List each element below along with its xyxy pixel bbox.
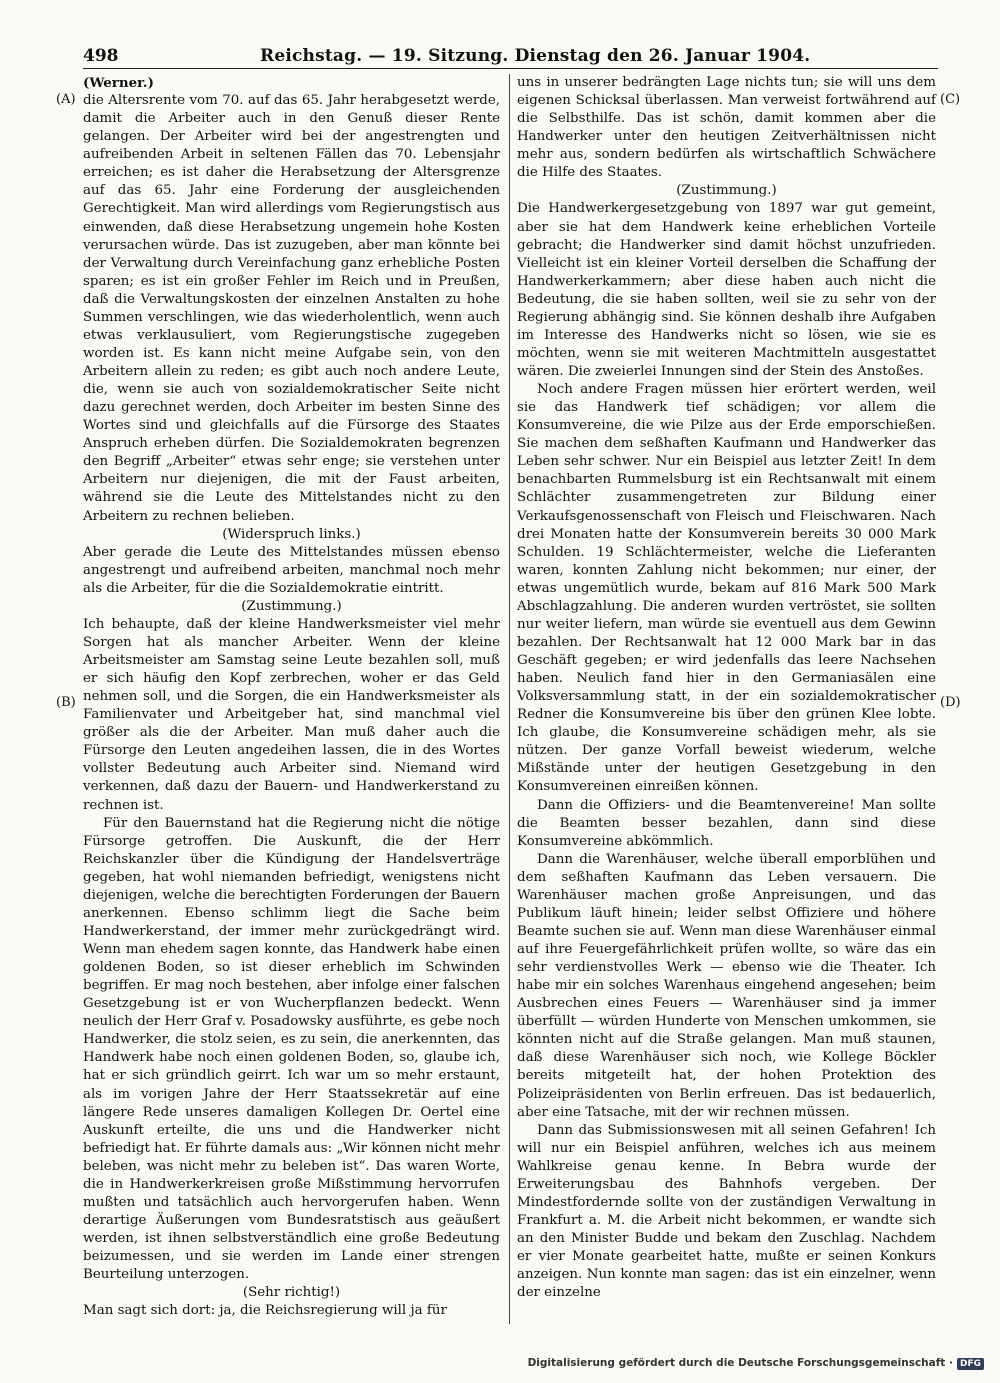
right-column xyxy=(517,74,936,1302)
page-number: 498 xyxy=(83,46,119,66)
paragraph: Aber gerade die Leute des Mittelstandes müssen ebenso angestrengt und aufreibend arbeiten, manchmal noch mehr als die Arbeiter, für die die Sozialdemokratie eintritt. xyxy=(83,544,500,596)
left-column xyxy=(83,74,500,1320)
paragraph: Dann die Offiziers- und die Beamtenvereine! Man sollte die Beamten besser bezahlen, dann sind diese Konsumvereine abkömmlich. xyxy=(517,797,936,849)
paragraph: die Altersrente vom 70. auf das 65. Jahr herabgesetzt werde, damit die Arbeiter auch in den Genuß dieser Rente gelangen. Der Arbeiter wird bei der angestrengten und aufreibenden Arbeit in seltenen Fällen das 70. Lebensjahr erreichen; es ist daher die Herabsetzung der Altersgrenze auf das 65. Jahr eine Forderung der ausgleichenden Gerechtigkeit. Man wird allerdings vom Regierungstisch aus einwenden, daß diese Herabsetzung ungemein hohe Kosten verursachen würde. Das ist zuzugeben, aber man könnte bei der Verwaltung durch Vereinfachung ganz erhebliche Posten sparen; es ist ein großer Fehler im Reich und in Preußen, daß die Verwaltungskosten der einzelnen Anstalten zu hohe Summen verschlingen, wie das wiederholentlich, wenn auch etwas verklausuliert, vom Regierungstische zugegeben worden ist. Es kann nicht meine Aufgabe sein, von den Arbeitern allein zu reden; es gibt auch noch andere Leute, die, wenn sie auch von sozialdemokratischer Seite nicht dazu gerechnet werden, doch Arbeiter im besten Sinne des Wortes sind und gleichfalls auf die Fürsorge des Staates Anspruch erheben dürfen. Die Sozialdemokraten begrenzen den Begriff „Arbeiter“ etwas sehr enge; sie verstehen unter Arbeitern nur diejenigen, die mit der Faust arbeiten, während sie die Leute des Mittelstandes nicht zu den Arbeitern zu rechnen belieben. xyxy=(83,93,500,524)
paragraph: Die Handwerkergesetzgebung von 1897 war gut gemeint, aber sie hat dem Handwerk keine erheblichen Vorteile gebracht; die Handwerker sind damit höchst unzufrieden. Vielleicht ist ein kleiner Vorteil derselben die Schaffung der Handwerkerkammern; aber diese haben auch nicht die Bedeutung, die sie haben sollten, weil sie zu sehr von der Regierung abhängig sind. Sie können deshalb ihre Aufgaben im Interesse des Handwerks nicht so lösen, wie sie es möchten, wenn sie mit weiteren Machtmitteln ausgestattet wären. Die zweierlei Innungen sind der Stein des Anstoßes. xyxy=(517,201,936,379)
footer-text: Digitalisierung gefördert durch die Deutsche Forschungsgemeinschaft · xyxy=(527,1357,953,1369)
interjection: (Widerspruch links.) xyxy=(222,526,361,542)
speaker-name: (Werner.) xyxy=(83,75,154,91)
running-head: Reichstag. — 19. Sitzung. Dienstag den 26. Januar 1904. xyxy=(260,46,811,66)
interjection: (Zustimmung.) xyxy=(241,598,342,614)
column-divider xyxy=(509,74,510,1324)
dfg-logo: DFG xyxy=(957,1358,984,1370)
interjection: (Sehr richtig!) xyxy=(242,1285,341,1301)
margin-marker-b: (B) xyxy=(56,695,76,710)
paragraph: uns in unserer bedrängten Lage nichts tun; sie will uns dem eigenen Schicksal überlassen. Man verweist fortwährend auf die Selbsthilfe. Das ist schön, damit kommen aber die Handwerker unter den heutigen Zeitverhältnissen nicht mehr aus, sondern bedürfen als wirtschaftlich Schwächere die Hilfe des Staates. xyxy=(517,75,936,181)
interjection: (Zustimmung.) xyxy=(676,183,777,199)
margin-marker-c: (C) xyxy=(940,92,961,107)
paragraph: Ich behaupte, daß der kleine Handwerksmeister viel mehr Sorgen hat als mancher Arbeiter. Wenn der kleine Arbeitsmeister am Samstag seine Leute bezahlen soll, muß er sich häufig den Kopf zerbrechen, woher er das Geld nehmen soll, und die Sorgen, die ein Handwerksmeister als Familienvater und Arbeitgeber hat, sind manchmal viel größer als die der Arbeiter. Man muß daher auch die Fürsorge den Leuten angedeihen lassen, die in des Wortes vollster Bedeutung auch Arbeiter sind. Niemand wird verkennen, daß dazu der Bauern- und Handwerkerstand zu rechnen ist. xyxy=(83,616,500,813)
margin-marker-a: (A) xyxy=(56,92,76,107)
paragraph: Noch andere Fragen müssen hier erörtert werden, weil sie das Handwerk tief schädigen; vor allem die Konsumvereine, die wie Pilze aus der Erde emporschießen. Sie machen dem seßhaften Kaufmann und Handwerker das Leben sehr schwer. Nur ein Beispiel aus letzter Zeit! In dem benachbarten Rummelsburg ist ein Rechtsanwalt mit einem Schlächter zusammengetreten zur Bildung einer Verkaufsgenossenschaft von Fleisch und Fleischwaren. Nach drei Monaten hatte der Konsumverein bereits 30 000 Mark Schulden. 19 Schlächtermeister, welche die Lieferanten waren, konnten Zahlung nicht bekommen; nur einer, der etwas ungemütlich wurde, bekam auf 816 Mark 500 Mark Abschlagzahlung. Die anderen wurden vertröstet, sie sollten nur weiter liefern, man würde sie eventuell aus dem Gewinn bezahlen. Der Rechtsanwalt hat 12 000 Mark bar in das Geschäft gegeben; er wird jedenfalls das leere Nachsehen haben. Neulich fand hier in den Germaniasälen eine Volksversammlung statt, in der ein sozialdemokratischer Redner die Konsumvereine bis über den grünen Klee lobte. Ich glaube, die Konsumvereine schädigen mehr, als sie nützen. Der ganze Vorfall beweist wiederum, welche Mißstände unter der heutigen Gesetzgebung in den Konsumvereinen einreißen können. xyxy=(517,382,936,795)
footer-credit xyxy=(528,1357,984,1370)
header-rule xyxy=(83,68,938,69)
paragraph: Man sagt sich dort: ja, die Reichsregierung will ja für xyxy=(83,1303,447,1319)
paragraph: Für den Bauernstand hat die Regierung nicht die nötige Fürsorge getroffen. Die Auskunft, die der Herr Reichskanzler über die Kündigung der Handelsverträge gegeben, hat wohl niemanden befriedigt, wenigstens nicht diejenigen, welche die berechtigten Forderungen der Bauern anerkennen. Ebenso schlimm liegt die Sache beim Handwerkerstand, der immer mehr zurückgedrängt wird. Wenn man ehedem sagen konnte, das Handwerk habe einen goldenen Boden, so ist dieser erheblich im Schwinden begriffen. Er mag noch bestehen, aber infolge einer falschen Gesetzgebung ist er von Wucherpflanzen bedeckt. Wenn neulich der Herr Graf v. Posadowsky ausführte, es gebe noch Handwerker, die stolz seien, es zu sein, die anerkennten, das Handwerk habe noch einen goldenen Boden, so, glaube ich, hat er sich gründlich geirrt. Ich war um so mehr erstaunt, als im vorigen Jahre der Herr Staatssekretär auf eine längere Rede unseres damaligen Kollegen Dr. Oertel eine Auskunft erteilte, die uns und die Handwerker nicht befriedigt hat. Er führte damals aus: „Wir können nicht mehr beleben, was nicht mehr zu beleben ist“. Das waren Worte, die in Handwerkerkreisen große Mißstimmung hervorrufen mußten und tatsächlich auch hervorgerufen haben. Wenn derartige Äußerungen vom Bundesratstisch aus geäußert werden, ist ihnen selbstverständlich eine große Bedeutung beizumessen, und sie werden im Lande einer strengen Beurteilung unterzogen. xyxy=(83,815,500,1283)
paragraph: Dann die Warenhäuser, welche überall emporblühen und dem seßhaften Kaufmann das Leben versauern. Die Warenhäuser machen große Anpreisungen, und das Publikum läuft hinein; leider selbst Offiziere und höhere Beamte suchen sie auf. Wenn man diese Warenhäuser einmal auf ihre Feuergefährlichkeit prüfen wollte, so wäre das ein sehr verdienstvolles Werk — ebenso wie die Theater. Ich habe mir ein solches Warenhaus eingehend angesehen; beim Ausbrechen eines Feuers — Warenhäuser sind ja immer überfüllt — würden Hunderte von Menschen umkommen, sie könnten nicht auf die Straße gelangen. Man muß staunen, daß diese Warenhäuser sich noch, wie Kollege Böckler bereits mitgeteilt hat, der hohen Protektion des Polizeipräsidenten von Berlin erfreuen. Das ist bedauerlich, aber eine Tatsache, mit der wir rechnen müssen. xyxy=(517,851,936,1120)
margin-marker-d: (D) xyxy=(940,695,961,710)
paragraph: Dann das Submissionswesen mit all seinen Gefahren! Ich will nur ein Beispiel anführen, welches ich aus meinem Wahlkreise genau kenne. In Bebra wurde der Erweiterungsbau des Bahnhofs vergeben. Der Mindestfordernde sollte von der zuständigen Verwaltung in Frankfurt a. M. die Arbeit nicht bekommen, er wandte sich an den Minister Budde und bekam den Zuschlag. Nachdem er vier Monate gearbeitet hatte, mußte er seinen Konkurs anzeigen. Nun konnte man sagen: das ist ein einzelner, wenn der einzelne xyxy=(517,1122,936,1301)
